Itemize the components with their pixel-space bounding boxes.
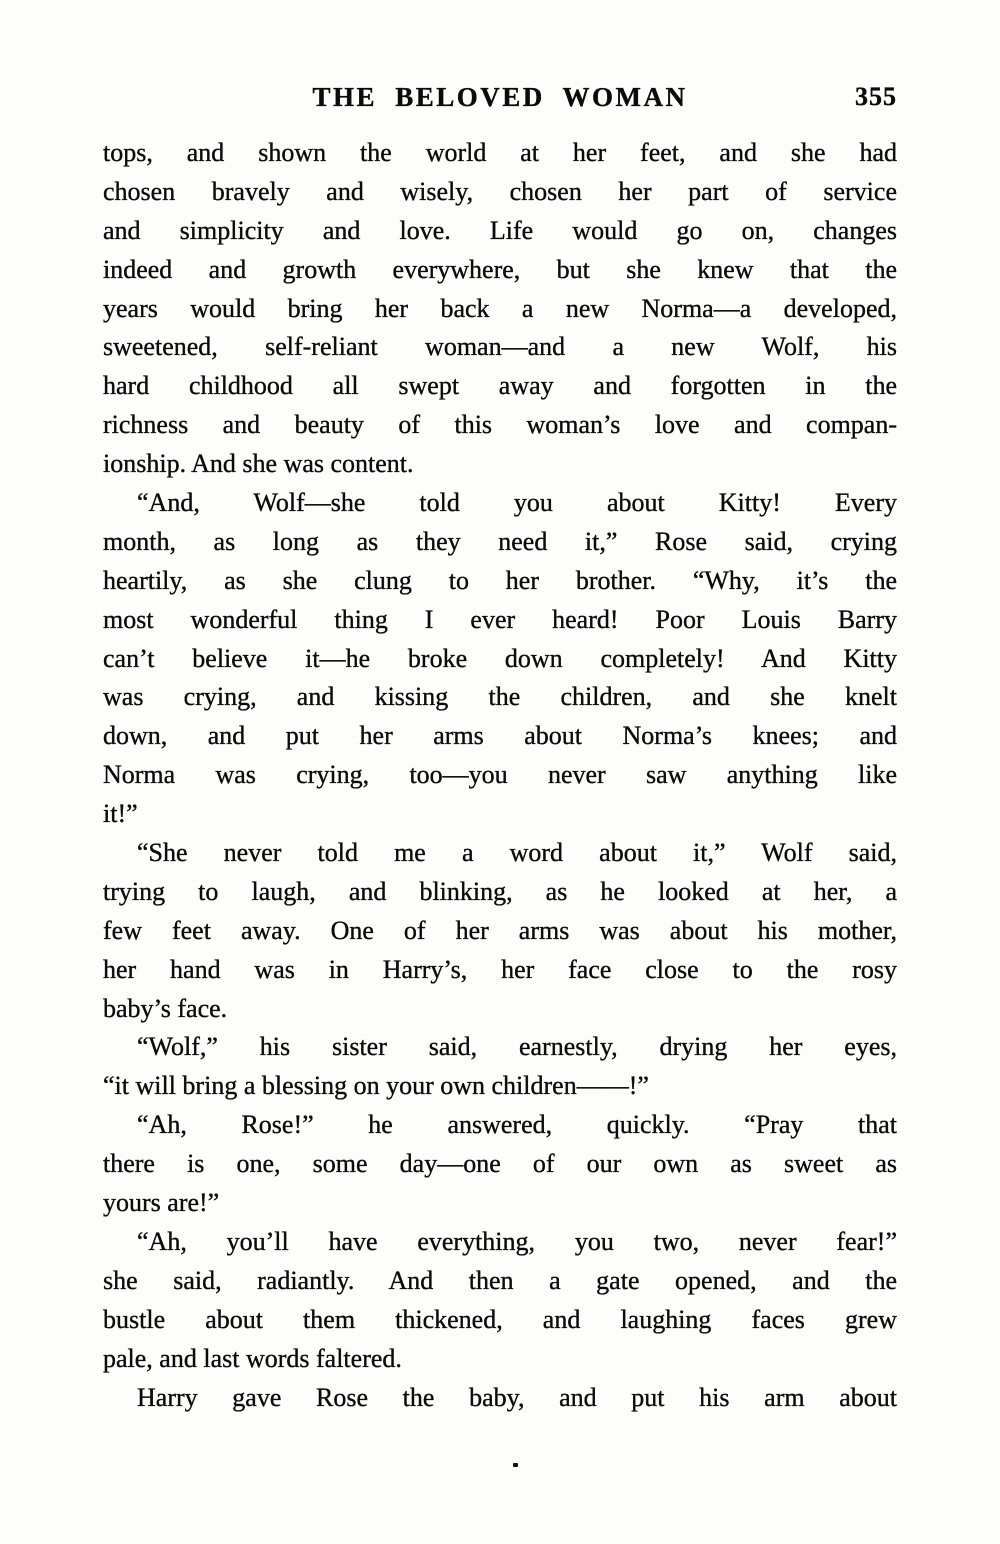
text-line: hard childhood all swept away and forgotten in the <box>103 371 897 401</box>
ink-speck-artifact <box>513 1463 518 1467</box>
text-line: month, as long as they need it,” Rose said, crying <box>103 526 897 556</box>
text-line: down, and put her arms about Norma’s knees; and <box>103 721 897 751</box>
text-line: chosen bravely and wisely, chosen her part of service <box>103 176 897 206</box>
running-header-title: THE BELOVED WOMAN <box>312 82 688 112</box>
paragraph <box>103 484 897 834</box>
text-line: was crying, and kissing the children, and she knelt <box>103 682 897 712</box>
paragraph <box>103 134 897 484</box>
text-line: years would bring her back a new Norma—a developed, <box>103 293 897 323</box>
text-line: pale, and last words faltered. <box>103 1343 402 1373</box>
text-line: tops, and shown the world at her feet, and she had <box>103 138 897 167</box>
paragraph <box>103 1379 897 1418</box>
text-line: richness and beauty of this woman’s love and compan- <box>103 410 897 440</box>
text-line: “Wolf,” his sister said, earnestly, drying her eyes, <box>137 1032 897 1062</box>
text-line: her hand was in Harry’s, her face close to the rosy <box>103 954 897 984</box>
text-line: ionship. And she was content. <box>103 449 414 479</box>
page-body <box>103 134 897 1417</box>
text-line: trying to laugh, and blinking, as he looked at her, a <box>103 876 897 906</box>
text-line: “And, Wolf—she told you about Kitty! Every <box>137 488 897 518</box>
text-line: “Ah, Rose!” he answered, quickly. “Pray that <box>137 1110 897 1140</box>
text-line: sweetened, self-reliant woman—and a new Wolf, his <box>103 332 897 362</box>
text-line: Harry gave Rose the baby, and put his arm about <box>137 1382 897 1412</box>
text-line: baby’s face. <box>103 993 228 1023</box>
running-header <box>103 80 897 114</box>
paragraph <box>103 1028 897 1106</box>
text-line: she said, radiantly. And then a gate opened, and the <box>103 1265 897 1295</box>
text-line: there is one, some day—one of our own as sweet as <box>103 1149 897 1179</box>
paragraph <box>103 834 897 1028</box>
text-line: “Ah, you’ll have everything, you two, never fear!” <box>137 1226 897 1256</box>
text-line: and simplicity and love. Life would go on, changes <box>103 215 897 245</box>
paragraph <box>103 1106 897 1223</box>
text-line: it!” <box>103 799 138 829</box>
text-line: yours are!” <box>103 1188 220 1218</box>
text-line: bustle about them thickened, and laughing faces grew <box>103 1304 897 1334</box>
text-line: can’t believe it—he broke down completely! And Kitty <box>103 643 897 673</box>
page-number: 355 <box>855 82 897 111</box>
text-line: “She never told me a word about it,” Wolf said, <box>137 838 897 868</box>
text-line: “it will bring a blessing on your own children——!” <box>103 1071 649 1101</box>
paragraph <box>103 1223 897 1379</box>
text-line: indeed and growth everywhere, but she knew that the <box>103 254 897 284</box>
text-line: Norma was crying, too—you never saw anything like <box>103 760 897 790</box>
text-line: few feet away. One of her arms was about his mother, <box>103 915 897 945</box>
text-line: most wonderful thing I ever heard! Poor Louis Barry <box>103 604 897 634</box>
text-line: heartily, as she clung to her brother. “Why, it’s the <box>103 565 897 595</box>
